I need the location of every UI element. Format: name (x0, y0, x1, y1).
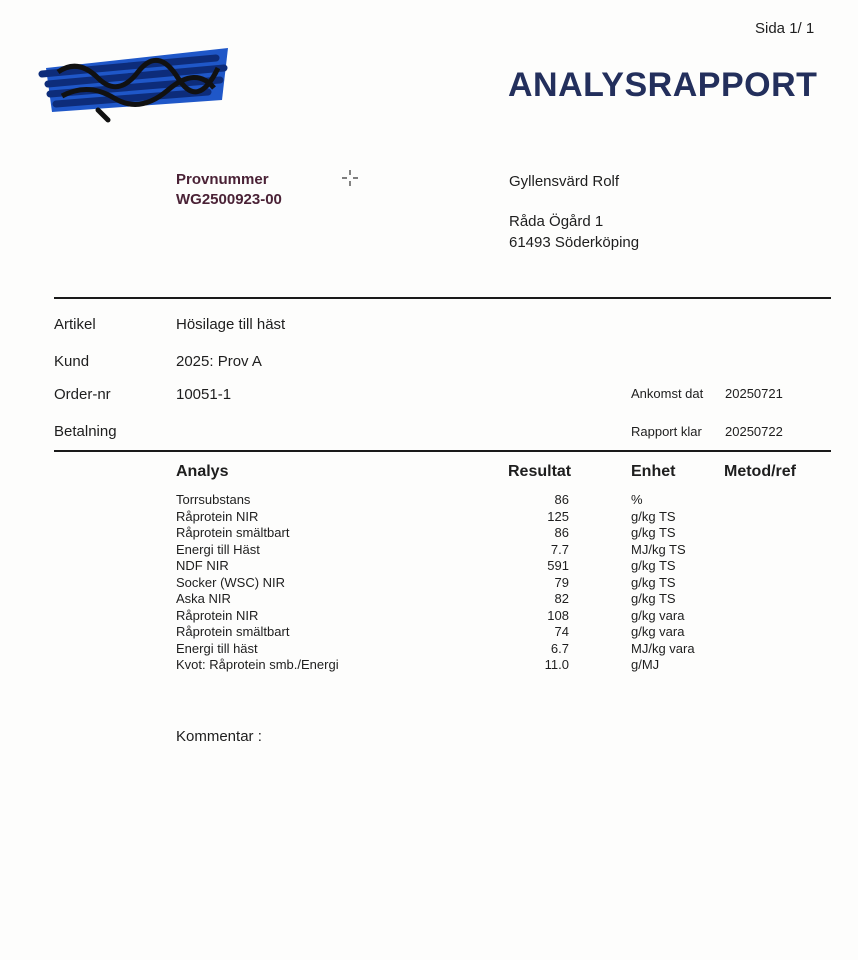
analysis-name: Aska NIR (176, 591, 231, 606)
divider-top (54, 297, 831, 299)
analysis-name: Råprotein smältbart (176, 624, 290, 639)
analysis-result: 86 (554, 492, 569, 507)
analysis-unit: g/kg TS (631, 525, 676, 540)
ankomst-value: 20250721 (725, 386, 783, 401)
analysis-unit: g/kg TS (631, 591, 676, 606)
table-row (0, 657, 858, 674)
order-value: 10051-1 (176, 386, 232, 403)
analysis-result: 591 (547, 558, 569, 573)
analysis-result: 7.7 (550, 541, 569, 557)
table-row (0, 624, 858, 641)
table-row (0, 542, 858, 559)
customer-city: 61493 Söderköping (509, 234, 640, 251)
sample-number-value: WG2500923-00 (176, 191, 282, 208)
analysis-table (0, 492, 858, 674)
analysis-unit: MJ/kg vara (631, 640, 695, 656)
analysis-name: Råprotein NIR (176, 508, 259, 524)
divider-middle (54, 450, 831, 452)
analysis-name: Kvot: Råprotein smb./Energi (176, 657, 339, 672)
analysis-unit: g/kg vara (631, 607, 685, 623)
table-row (0, 641, 858, 658)
page-number: Sida 1/ 1 (755, 20, 815, 37)
analysis-unit: g/kg vara (631, 624, 685, 639)
artikel-label: Artikel (54, 316, 96, 333)
table-row (0, 509, 858, 526)
analysis-result: 74 (554, 624, 569, 639)
analysis-unit: g/kg TS (631, 508, 676, 524)
order-label: Order-nr (54, 386, 111, 403)
analysis-name: Socker (WSC) NIR (176, 574, 286, 590)
report-title: ANALYSRAPPORT (508, 66, 818, 104)
kund-label: Kund (54, 353, 90, 370)
analysis-unit: g/kg TS (631, 574, 676, 590)
analysis-name: Energi till Häst (176, 541, 260, 557)
sample-number-label: Provnummer (176, 171, 269, 188)
header-analys: Analys (176, 463, 229, 480)
kund-value: 2025: Prov A (176, 353, 262, 370)
analysis-result: 86 (554, 525, 569, 540)
table-row (0, 558, 858, 575)
table-row (0, 591, 858, 608)
customer-name: Gyllensvärd Rolf (509, 173, 620, 190)
table-row (0, 608, 858, 625)
analysis-result: 11.0 (544, 657, 569, 672)
analysis-result: 108 (547, 607, 569, 623)
analysis-name: Torrsubstans (176, 492, 251, 507)
analysis-result: 6.7 (550, 640, 569, 656)
header-resultat: Resultat (508, 463, 572, 480)
analysis-name: Energi till häst (176, 640, 258, 656)
ankomst-label: Ankomst dat (631, 386, 704, 401)
redacted-logo (38, 38, 238, 133)
header-enhet: Enhet (631, 463, 676, 480)
analysis-name: NDF NIR (176, 558, 229, 573)
rapport-value: 20250722 (725, 424, 783, 439)
betalning-label: Betalning (54, 423, 117, 440)
table-row (0, 492, 858, 509)
analysis-name: Råprotein smältbart (176, 525, 290, 540)
artikel-value: Hösilage till häst (176, 316, 286, 333)
analysis-name: Råprotein NIR (176, 607, 259, 623)
analysis-result: 82 (554, 591, 569, 606)
analysis-unit: g/kg TS (631, 558, 676, 573)
table-row (0, 575, 858, 592)
table-row (0, 525, 858, 542)
comment-label: Kommentar : (176, 728, 262, 745)
customer-street: Råda Ögård 1 (509, 213, 604, 230)
analysis-unit: g/MJ (631, 657, 660, 672)
header-metod: Metod/ref (724, 463, 796, 480)
analysis-unit: MJ/kg TS (631, 541, 686, 557)
analysis-result: 125 (547, 508, 569, 524)
rapport-label: Rapport klar (631, 424, 702, 439)
analysis-result: 79 (554, 574, 569, 590)
analysis-unit: % (631, 492, 643, 507)
crosshair-icon (340, 168, 360, 193)
